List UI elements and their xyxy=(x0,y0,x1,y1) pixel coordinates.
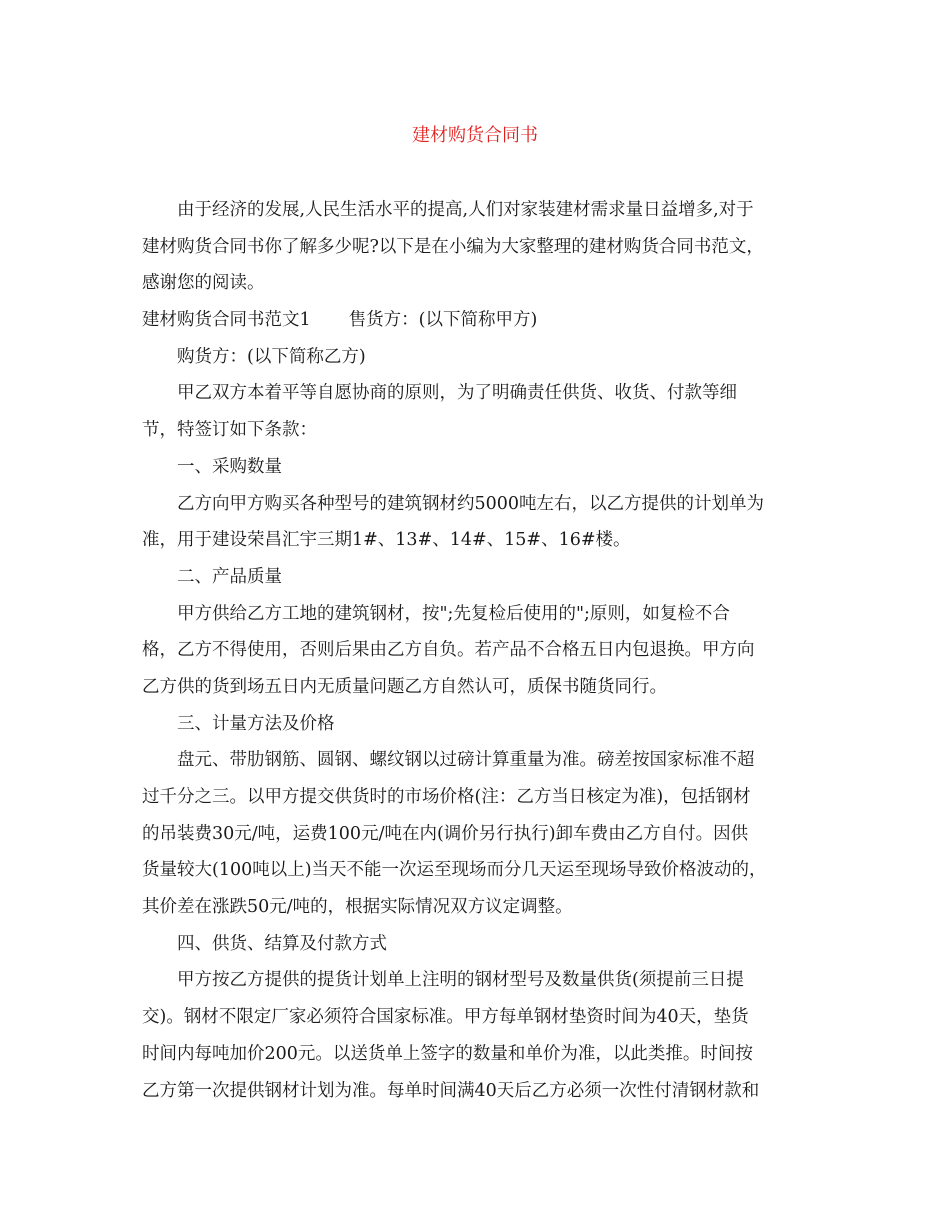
line-text: 时间内每吨加价200元。以送货单上签字的数量和单价为准，以此类推。时间按 xyxy=(142,1043,753,1064)
line-text: 的吊装费30元/吨，运费100元/吨在内(调价另行执行)卸车费由乙方自付。因供 xyxy=(142,823,749,844)
paragraph-line xyxy=(142,486,810,523)
line-text: 过千分之三。以甲方提交供货时的市场价格(注：乙方当日核定为准)，包括钢材 xyxy=(142,787,751,807)
line-text: 购货方：(以下简称乙方) xyxy=(177,346,366,367)
line-text: 乙方第一次提供钢材计划为准。每单时间满40天后乙方必须一次性付清钢材款和 xyxy=(142,1080,760,1101)
line-text: 由于经济的发展,人民生活水平的提高,人们对家装建材需求量日益增多,对于 xyxy=(177,200,754,220)
line-text: 乙方向甲方购买各种型号的建筑钢材约5000吨左右，以乙方提供的计划单为 xyxy=(177,493,765,514)
line-text: 甲乙双方本着平等自愿协商的原则，为了明确责任供货、收货、付款等细 xyxy=(177,383,737,404)
paragraph-line xyxy=(142,449,810,486)
paragraph-line xyxy=(142,1073,810,1110)
paragraph-line xyxy=(142,412,810,449)
line-text: 节，特签订如下条款： xyxy=(142,420,317,441)
document-title: 建材购货合同书 xyxy=(412,125,538,146)
line-text: 盘元、带肋钢筋、圆钢、螺纹钢以过磅计算重量为准。磅差按国家标准不超 xyxy=(177,750,755,771)
paragraph-line xyxy=(142,265,810,302)
line-tail-text: 售货方：(以下简称甲方) xyxy=(348,310,538,331)
line-text: 准，用于建设荣昌汇宇三期1#、13#、14#、15#、16#楼。 xyxy=(142,530,631,551)
line-text: 建材购货合同书范文1 xyxy=(142,310,311,331)
paragraph-line xyxy=(142,339,810,376)
line-text: 建材购货合同书你了解多少呢?以下是在小编为大家整理的建材购货合同书范文， xyxy=(142,236,764,257)
line-text: 三、计量方法及价格 xyxy=(177,713,335,734)
paragraph-line xyxy=(142,889,810,926)
line-text: 乙方供的货到场五日内无质量问题乙方自然认可，质保书随货同行。 xyxy=(142,676,667,697)
line-text: 格，乙方不得使用，否则后果由乙方自负。若产品不合格五日内包退换。甲方向 xyxy=(142,640,755,661)
line-text: 感谢您的阅读。 xyxy=(142,273,265,294)
line-text: 交)。钢材不限定厂家必须符合国家标准。甲方每单钢材垫资时间为40天，垫货 xyxy=(142,1007,749,1028)
paragraph-line xyxy=(142,559,810,596)
paragraph-line xyxy=(142,852,810,889)
paragraph-line xyxy=(142,962,810,999)
line-text: 四、供货、结算及付款方式 xyxy=(177,933,387,954)
paragraph-line xyxy=(142,596,810,633)
paragraph-line xyxy=(142,192,810,229)
paragraph-line xyxy=(142,229,810,266)
paragraph-line xyxy=(142,779,810,816)
paragraph-line xyxy=(142,302,810,339)
paragraph-line xyxy=(142,1036,810,1073)
line-text: 货量较大(100吨以上)当天不能一次运至现场而分几天运至现场导致价格波动的， xyxy=(142,860,767,881)
line-text: 一、采购数量 xyxy=(177,456,282,477)
paragraph-line xyxy=(142,522,810,559)
paragraph-line xyxy=(142,999,810,1036)
line-text: 甲方按乙方提供的提货计划单上注明的钢材型号及数量供货(须提前三日提 xyxy=(177,970,744,991)
line-text: 其价差在涨跌50元/吨的，根据实际情况双方议定调整。 xyxy=(142,897,573,918)
line-text: 甲方供给乙方工地的建筑钢材，按";先复检后使用的";原则，如复检不合 xyxy=(177,603,730,624)
paragraph-line xyxy=(142,706,810,743)
paragraph-line xyxy=(142,816,810,853)
paragraph-line xyxy=(142,632,810,669)
paragraph-line xyxy=(142,669,810,706)
paragraph-line xyxy=(142,375,810,412)
paragraph-line xyxy=(142,926,810,963)
line-text: 二、产品质量 xyxy=(177,566,282,587)
paragraph-line xyxy=(142,742,810,779)
document-body xyxy=(142,192,810,1109)
